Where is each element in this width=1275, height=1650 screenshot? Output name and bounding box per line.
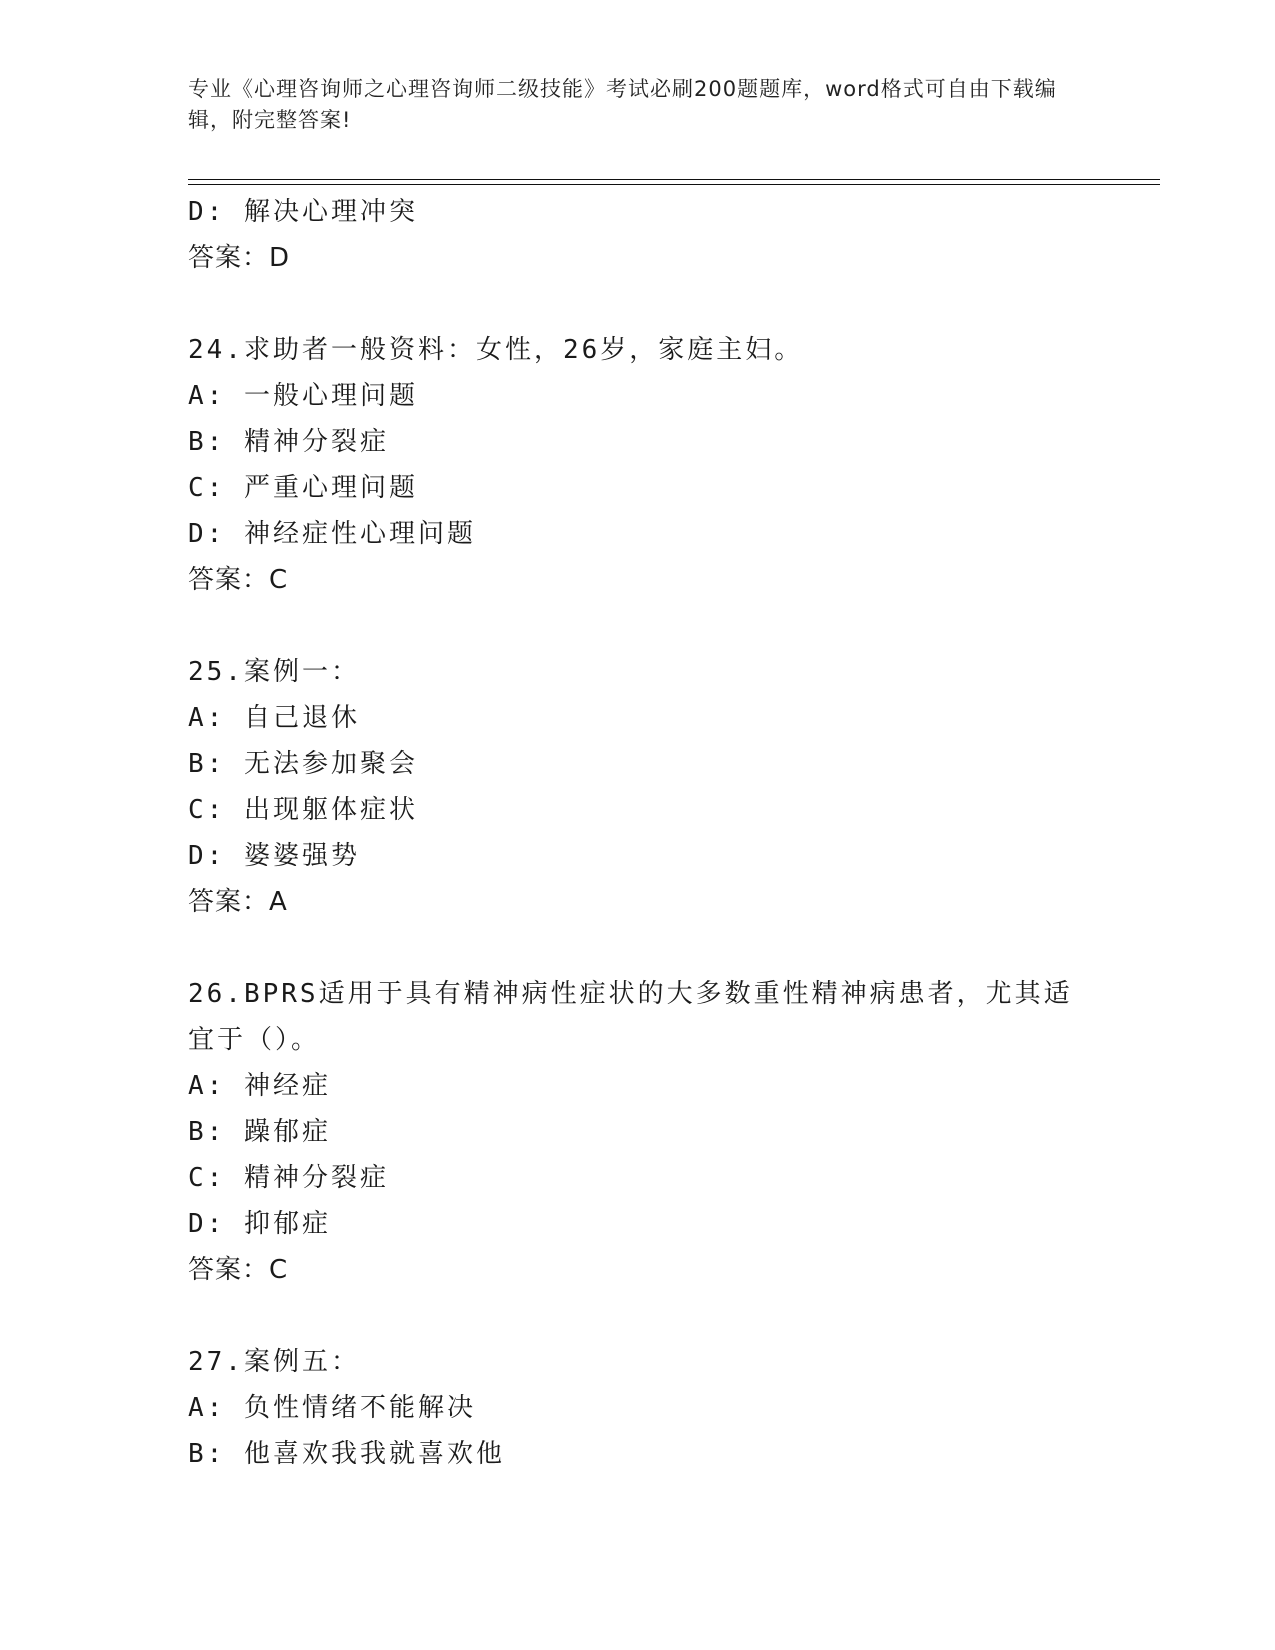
option-b: B: 躁郁症 xyxy=(188,1117,331,1147)
header-rule-top xyxy=(188,179,1160,180)
question-27 xyxy=(188,1339,1088,1477)
spacer xyxy=(188,603,1088,649)
question-stem: 24.求助者一般资料：女性，26岁，家庭主妇。 xyxy=(188,335,804,365)
option-a: A: 神经症 xyxy=(188,1071,331,1101)
option-a: A: 负性情绪不能解决 xyxy=(188,1393,476,1423)
spacer xyxy=(188,281,1088,327)
question-stem: 26.BPRS适用于具有精神病性症状的大多数重性精神病患者，尤其适宜于（）。 xyxy=(188,979,1073,1055)
answer-line: 答案：D xyxy=(188,243,291,273)
option-d: D: 婆婆强势 xyxy=(188,841,360,871)
option-d: D: 神经症性心理问题 xyxy=(188,519,476,549)
question-24 xyxy=(188,327,1088,603)
document-header: 专业《心理咨询师之心理咨询师二级技能》考试必刷200题题库，word格式可自由下载编辑，附完整答案! xyxy=(188,77,1057,132)
question-stem: 27.案例五： xyxy=(188,1347,360,1377)
option-d: D: 抑郁症 xyxy=(188,1209,331,1239)
option-b: B: 他喜欢我我就喜欢他 xyxy=(188,1439,505,1469)
answer-line: 答案：C xyxy=(188,1255,289,1285)
option-a: A: 一般心理问题 xyxy=(188,381,418,411)
question-25 xyxy=(188,649,1088,925)
option-a: A: 自己退休 xyxy=(188,703,360,733)
option-c: C: 精神分裂症 xyxy=(188,1163,389,1193)
spacer xyxy=(188,925,1088,971)
question-stem: 25.案例一： xyxy=(188,657,360,687)
spacer xyxy=(188,1293,1088,1339)
option-d: D: 解决心理冲突 xyxy=(188,197,418,227)
header-rule-bottom xyxy=(188,184,1160,185)
option-b: B: 精神分裂症 xyxy=(188,427,389,457)
option-c: C: 出现躯体症状 xyxy=(188,795,418,825)
answer-line: 答案：C xyxy=(188,565,289,595)
answer-line: 答案：A xyxy=(188,887,288,917)
question-26 xyxy=(188,971,1088,1293)
option-b: B: 无法参加聚会 xyxy=(188,749,418,779)
document-body xyxy=(188,189,1088,1477)
option-c: C: 严重心理问题 xyxy=(188,473,418,503)
